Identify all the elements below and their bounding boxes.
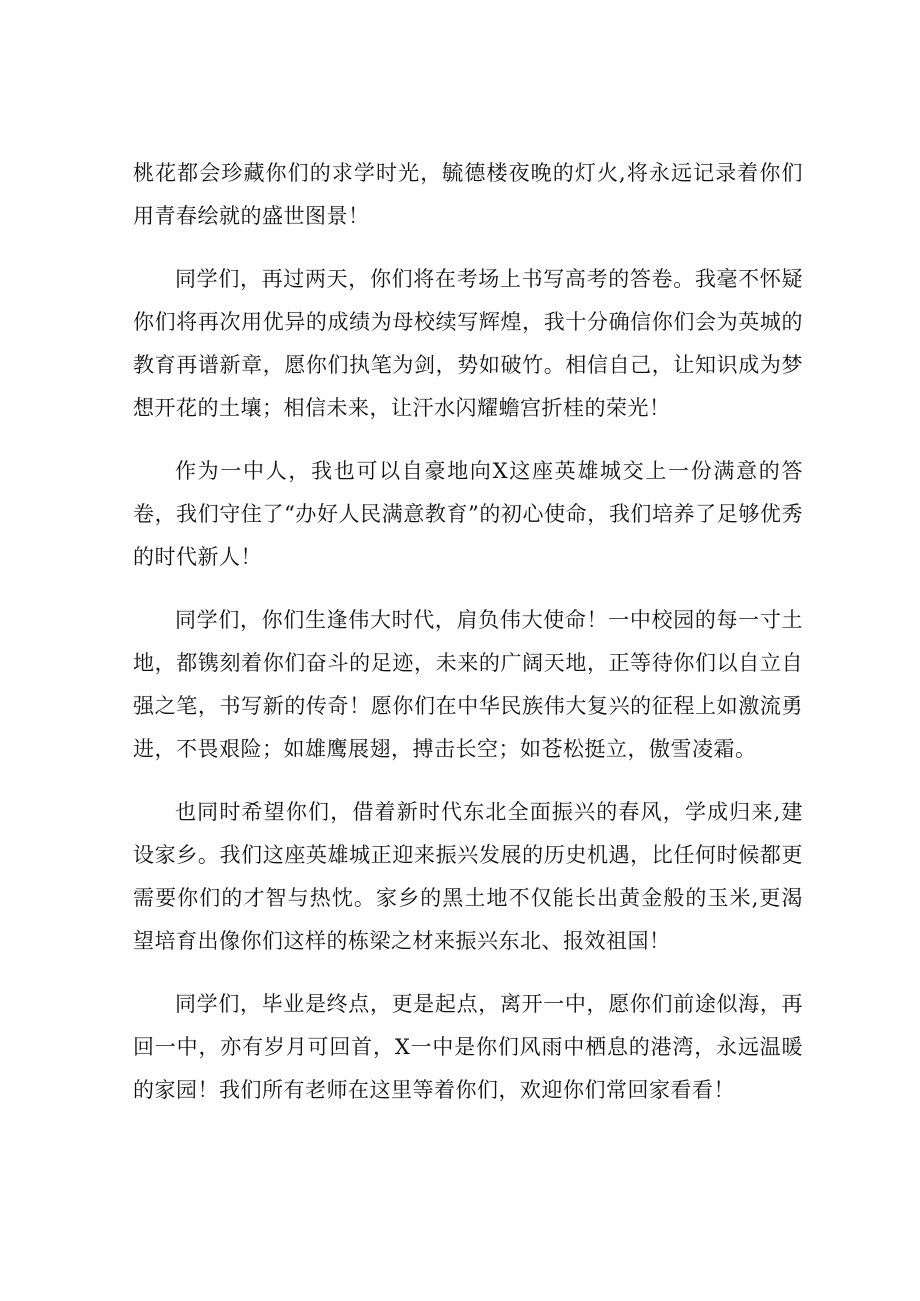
paragraph-5: 也同时希望你们，借着新时代东北全面振兴的春风，学成归来,建设家乡。我们这座英雄城正迎来振兴发展的历史机遇，比任何时候都更需要你们的才智与热忱。家乡的黑土地不仅能长出黄金般的玉米,更渴望培育出像你们这样的栋梁之材来振兴东北、报效祖国！	[133, 800, 803, 953]
paragraph-1: 桃花都会珍藏你们的求学时光，毓德楼夜晚的灯火,将永远记录着你们用青春绘就的盛世图景！	[133, 161, 803, 228]
paragraph-6: 同学们，毕业是终点，更是起点，离开一中，愿你们前途似海，再回一中，亦有岁月可回首，X一中是你们风雨中栖息的港湾，永远温暖的家园！我们所有老师在这里等着你们，欢迎你们常回家看看！	[133, 992, 803, 1102]
paragraph-4: 同学们，你们生逢伟大时代，肩负伟大使命！一中校园的每一寸土地，都镌刻着你们奋斗的足迹，未来的广阔天地，正等待你们以自立自强之笔，书写新的传奇！愿你们在中华民族伟大复兴的征程上如激流勇进，不畏艰险；如雄鹰展翅，搏击长空；如苍松挺立，傲雪凌霜。	[133, 608, 803, 761]
speech-body	[133, 152, 803, 1132]
paragraph-3: 作为一中人，我也可以自豪地向X这座英雄城交上一份满意的答卷，我们守住了“办好人民满意教育”的初心使命，我们培养了足够优秀的时代新人！	[133, 459, 803, 569]
paragraph-2: 同学们，再过两天，你们将在考场上书写高考的答卷。我毫不怀疑你们将再次用优异的成绩为母校续写辉煌，我十分确信你们会为英城的教育再谱新章，愿你们执笔为剑，势如破竹。相信自己，让知识成为梦想开花的土壤；相信未来，让汗水闪耀蟾宫折桂的荣光！	[133, 267, 803, 420]
